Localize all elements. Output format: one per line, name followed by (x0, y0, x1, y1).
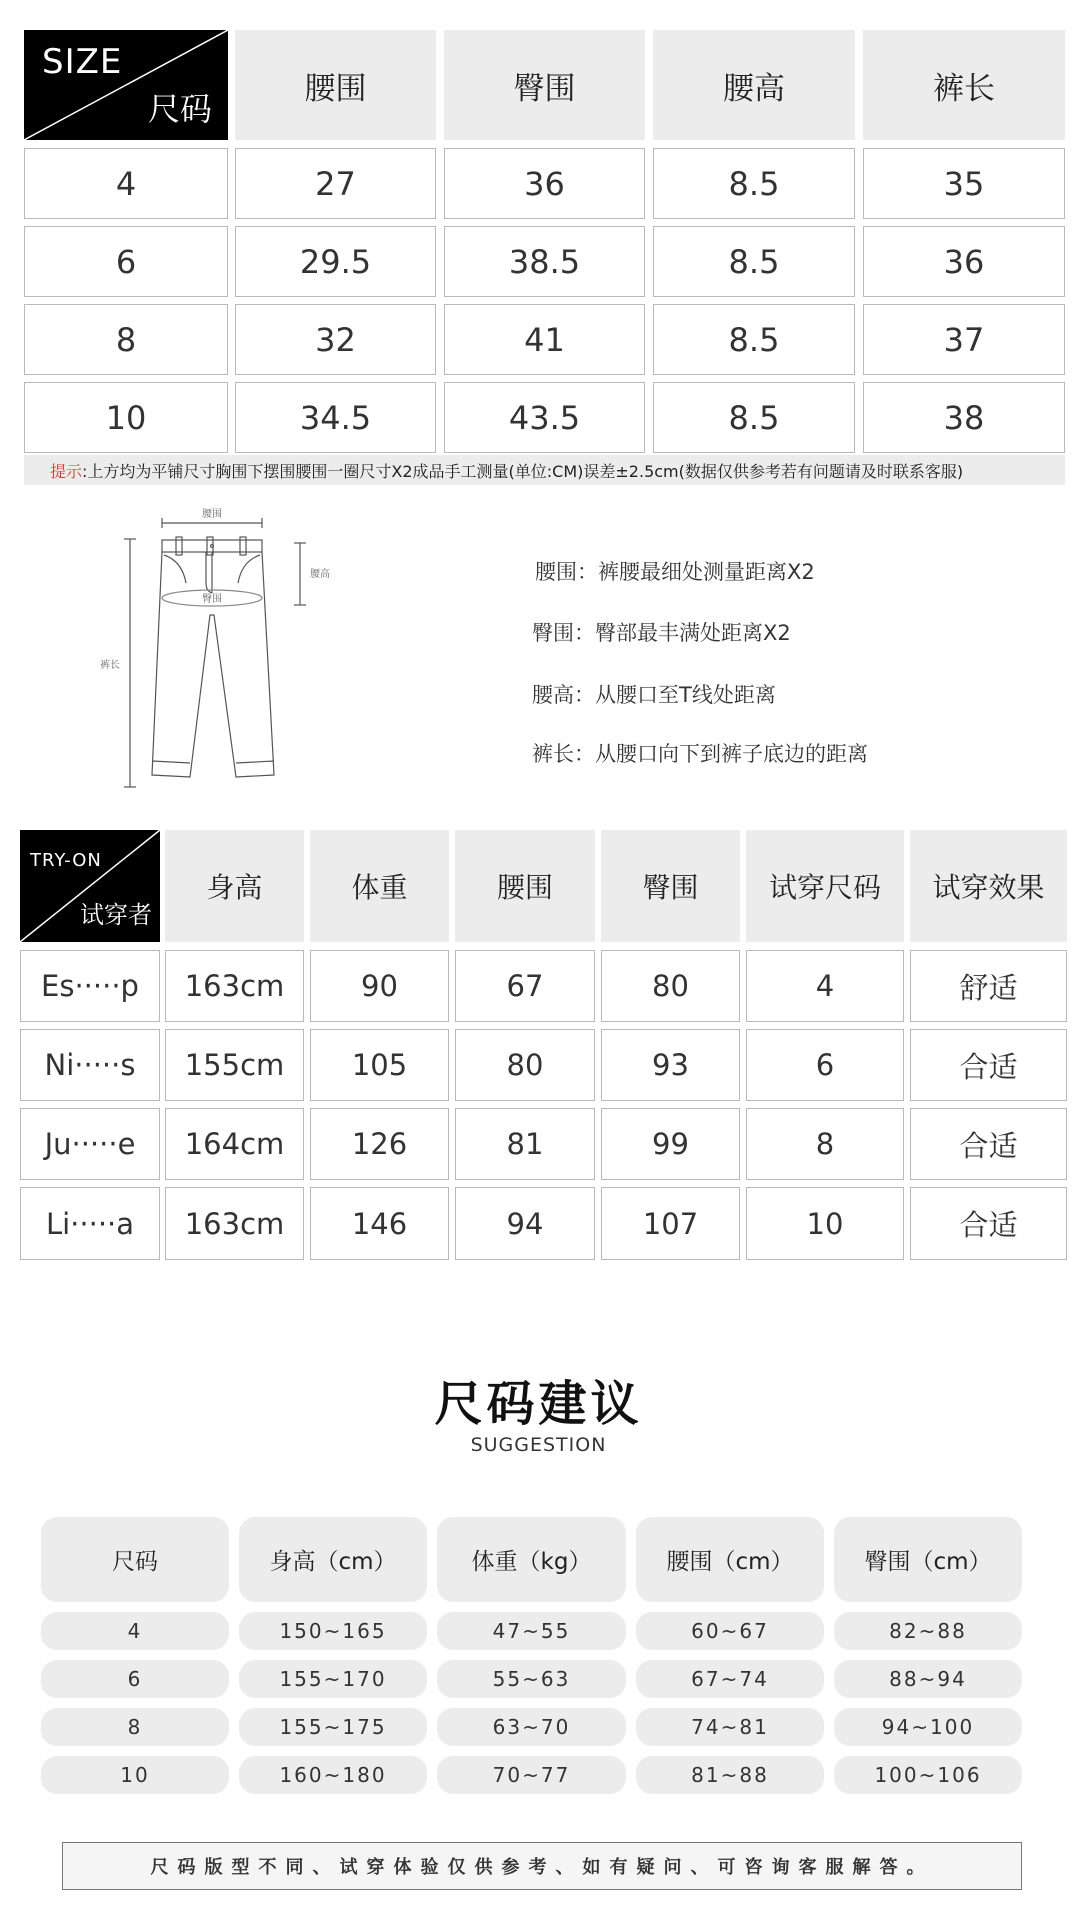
size-cell: 41 (444, 304, 645, 375)
tryon-cell: 146 (310, 1187, 449, 1260)
tryon-cell: 81 (455, 1108, 595, 1180)
sugg-header-weight: 体重（kg） (437, 1517, 626, 1602)
disclaimer-box: 尺码版型不同、试穿体验仅供参考、如有疑问、可咨询客服解答。 (62, 1842, 1022, 1890)
tryon-corner-header (20, 830, 160, 942)
tryon-cell: 155cm (165, 1029, 304, 1101)
size-cell: 32 (235, 304, 436, 375)
sugg-cell: 47~55 (437, 1612, 626, 1650)
size-cell: 8.5 (653, 226, 855, 297)
tryon-cell: 90 (310, 950, 449, 1022)
sugg-cell: 150~165 (239, 1612, 427, 1650)
size-cell: 34.5 (235, 382, 436, 453)
corner-size-label-cn: 尺码 (147, 90, 212, 128)
size-cell: 38.5 (444, 226, 645, 297)
sugg-cell: 155~175 (239, 1708, 427, 1746)
sugg-cell: 55~63 (437, 1660, 626, 1698)
tryon-header-waist: 腰围 (455, 830, 595, 942)
size-cell: 29.5 (235, 226, 436, 297)
sugg-cell: 100~106 (834, 1756, 1022, 1794)
sugg-header-height: 身高（cm） (239, 1517, 427, 1602)
tryon-cell: 163cm (165, 950, 304, 1022)
tryon-cell: 合适 (910, 1187, 1067, 1260)
tryon-cell: Ni·····s (20, 1029, 160, 1101)
tryon-header-fit: 试穿效果 (910, 830, 1067, 942)
sugg-cell: 94~100 (834, 1708, 1022, 1746)
sugg-cell: 8 (41, 1708, 229, 1746)
tryon-header-weight: 体重 (310, 830, 449, 942)
sugg-cell: 4 (41, 1612, 229, 1650)
sugg-cell: 70~77 (437, 1756, 626, 1794)
tryon-cell: 126 (310, 1108, 449, 1180)
sugg-header-size: 尺码 (41, 1517, 229, 1602)
corner-size-label: SIZE (42, 42, 123, 82)
size-cell: 8.5 (653, 382, 855, 453)
tryon-cell: 67 (455, 950, 595, 1022)
legend-hip: 臀围：臀部最丰满处距离X2 (532, 621, 791, 645)
size-corner-header (24, 30, 228, 140)
tryon-cell: 107 (601, 1187, 740, 1260)
sugg-cell: 88~94 (834, 1660, 1022, 1698)
tryon-cell: Li·····a (20, 1187, 160, 1260)
tryon-cell: 80 (601, 950, 740, 1022)
size-cell: 36 (863, 226, 1065, 297)
legend-waist: 腰围：裤腰最细处测量距离X2 (535, 560, 815, 584)
legend-rise: 腰高：从腰口至T线处距离 (532, 683, 776, 707)
size-cell: 8.5 (653, 148, 855, 219)
size-header-hip: 臀围 (444, 30, 645, 140)
size-cell: 8.5 (653, 304, 855, 375)
sugg-cell: 67~74 (636, 1660, 824, 1698)
size-cell: 36 (444, 148, 645, 219)
size-header-waist: 腰围 (235, 30, 436, 140)
sugg-cell: 160~180 (239, 1756, 427, 1794)
size-header-length: 裤长 (863, 30, 1065, 140)
tryon-cell: 10 (746, 1187, 904, 1260)
tryon-cell: 8 (746, 1108, 904, 1180)
size-cell: 10 (24, 382, 228, 453)
tryon-cell: 80 (455, 1029, 595, 1101)
size-cell: 38 (863, 382, 1065, 453)
tryon-cell: 94 (455, 1187, 595, 1260)
size-cell: 35 (863, 148, 1065, 219)
diagram-label-hip: 臀围 (202, 594, 222, 605)
corner-tryon-label: TRY-ON (30, 850, 102, 871)
sugg-cell: 10 (41, 1756, 229, 1794)
diagram-label-waist: 腰围 (202, 509, 222, 520)
sugg-cell: 60~67 (636, 1612, 824, 1650)
size-cell: 6 (24, 226, 228, 297)
tryon-header-height: 身高 (165, 830, 304, 942)
sugg-cell: 63~70 (437, 1708, 626, 1746)
sugg-header-hip: 臀围（cm） (834, 1517, 1022, 1602)
size-cell: 37 (863, 304, 1065, 375)
tryon-cell: Es·····p (20, 950, 160, 1022)
tryon-cell: Ju·····e (20, 1108, 160, 1180)
diagram-label-length: 裤长 (100, 660, 120, 671)
diagram-label-rise: 腰高 (310, 569, 330, 580)
tryon-cell: 合适 (910, 1108, 1067, 1180)
suggestion-subtitle: SUGGESTION (470, 1434, 607, 1456)
size-cell: 8 (24, 304, 228, 375)
tryon-header-hip: 臀围 (601, 830, 740, 942)
note-label: 提示 (50, 461, 83, 481)
tryon-cell: 163cm (165, 1187, 304, 1260)
size-cell: 27 (235, 148, 436, 219)
sugg-cell: 6 (41, 1660, 229, 1698)
tryon-cell: 6 (746, 1029, 904, 1101)
tryon-cell: 164cm (165, 1108, 304, 1180)
sugg-cell: 155~170 (239, 1660, 427, 1698)
pants-measurement-diagram (90, 505, 360, 800)
suggestion-title: 尺码建议 (434, 1376, 643, 1432)
sugg-header-waist: 腰围（cm） (636, 1517, 824, 1602)
note-text: :上方均为平铺尺寸胸围下摆围腰围一圈尺寸X2成品手工测量(单位:CM)误差±2.5cm(数据仅供参考若有问题请及时联系客服) (82, 461, 964, 481)
legend-length: 裤长：从腰口向下到裤子底边的距离 (532, 742, 868, 766)
size-cell: 4 (24, 148, 228, 219)
tryon-header-size: 试穿尺码 (746, 830, 904, 942)
size-header-rise: 腰高 (653, 30, 855, 140)
corner-tryon-label-cn: 试穿者 (80, 901, 152, 929)
size-cell: 43.5 (444, 382, 645, 453)
tryon-cell: 93 (601, 1029, 740, 1101)
tryon-cell: 4 (746, 950, 904, 1022)
tryon-cell: 合适 (910, 1029, 1067, 1101)
tryon-cell: 99 (601, 1108, 740, 1180)
tryon-cell: 105 (310, 1029, 449, 1101)
sugg-cell: 74~81 (636, 1708, 824, 1746)
sugg-cell: 81~88 (636, 1756, 824, 1794)
measurement-note (24, 455, 1065, 485)
tryon-cell: 舒适 (910, 950, 1067, 1022)
sugg-cell: 82~88 (834, 1612, 1022, 1650)
